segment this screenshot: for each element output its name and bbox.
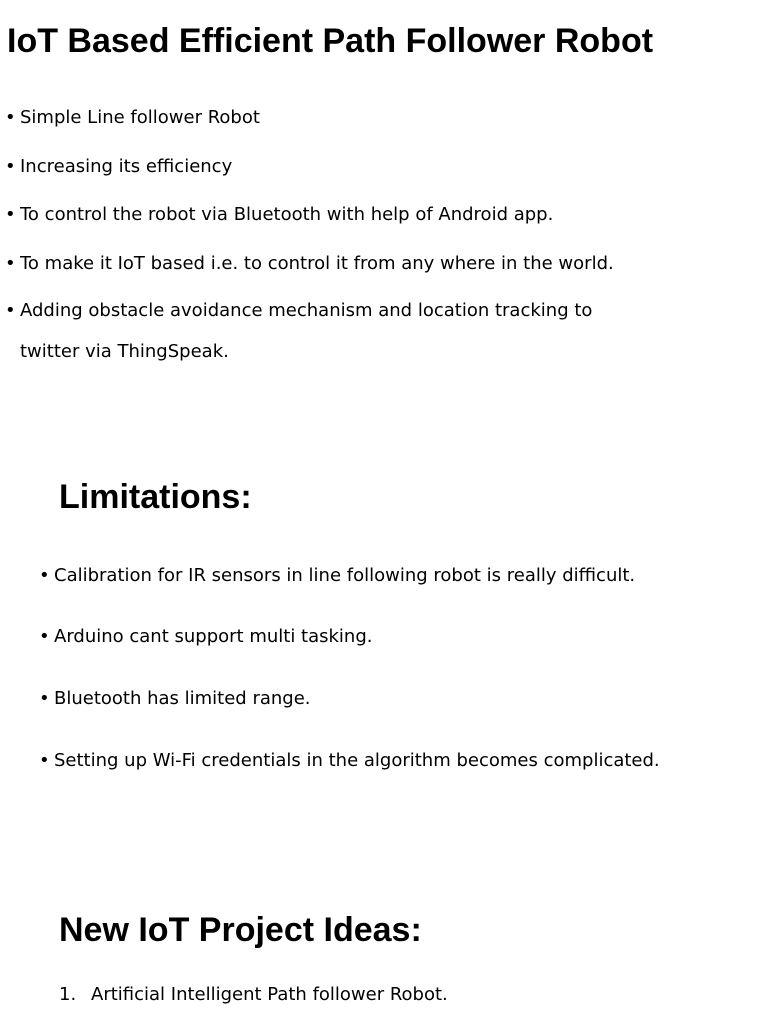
- limitation-text: Setting up Wi-Fi credentials in the algorithm becomes complicated.: [54, 750, 660, 771]
- bullet-icon: •: [39, 688, 50, 709]
- limitations-heading: Limitations:: [59, 478, 252, 516]
- feature-item: [5, 299, 593, 323]
- feature-text: To make it IoT based i.e. to control it from any where in the world.: [20, 253, 614, 274]
- limitation-text: Calibration for IR sensors in line following robot is really difficult.: [54, 565, 636, 586]
- bullet-icon: •: [5, 204, 16, 225]
- feature-text: Adding obstacle avoidance mechanism and location tracking to: [20, 300, 593, 321]
- limitation-text: Bluetooth has limited range.: [54, 688, 311, 709]
- limitation-item: [39, 625, 373, 649]
- idea-number: 1.: [59, 984, 77, 1005]
- idea-text: Artificial Intelligent Path follower Robot.: [91, 984, 448, 1005]
- limitation-item: [39, 564, 636, 588]
- bullet-icon: •: [39, 750, 50, 771]
- feature-item: [5, 106, 260, 130]
- feature-text: Increasing its efficiency: [20, 156, 233, 177]
- feature-item: [5, 155, 233, 179]
- page-title: IoT Based Efficient Path Follower Robot: [7, 22, 654, 60]
- limitation-item: [39, 687, 311, 711]
- bullet-icon: •: [5, 253, 16, 274]
- bullet-icon: •: [5, 107, 16, 128]
- feature-text: To control the robot via Bluetooth with help of Android app.: [20, 204, 554, 225]
- feature-item: [5, 203, 554, 227]
- bullet-icon: •: [39, 626, 50, 647]
- bullet-icon: •: [5, 300, 16, 321]
- feature-continuation: twitter via ThingSpeak.: [20, 341, 229, 362]
- limitation-item: [39, 749, 660, 773]
- bullet-icon: •: [39, 565, 50, 586]
- bullet-icon: •: [5, 156, 16, 177]
- ideas-heading: New IoT Project Ideas:: [59, 911, 422, 949]
- feature-text: Simple Line follower Robot: [20, 107, 260, 128]
- feature-item: [5, 252, 614, 276]
- limitation-text: Arduino cant support multi tasking.: [54, 626, 373, 647]
